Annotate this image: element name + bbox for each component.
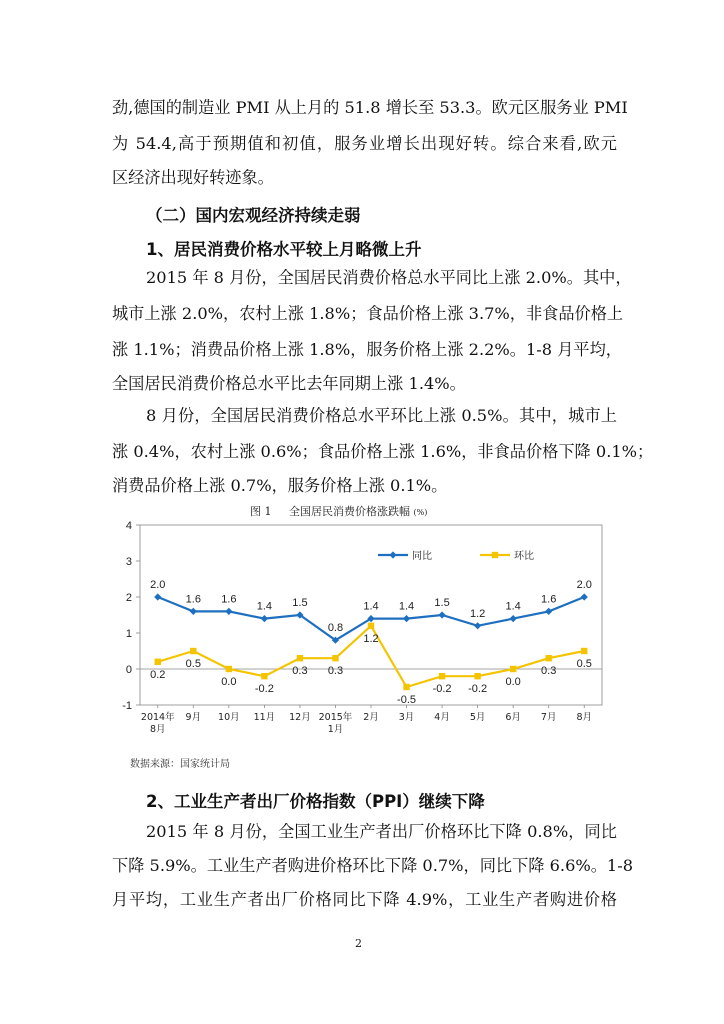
data-point-yoy [510,615,517,622]
y-tick-label: 1 [125,628,132,640]
text-line: 8 月份，全国居民消费价格总水平环比上涨 0.5%。其中，城市上 [146,406,617,425]
data-label: 1.4 [398,600,415,613]
data-label: 2.0 [576,579,592,591]
x-tick-label: 2月 [363,712,379,723]
data-label: 1.5 [434,597,450,609]
x-tick-label: 12月 [289,712,311,723]
data-point-mom [545,655,551,661]
data-point-mom [439,673,445,679]
data-point-yoy [154,593,161,600]
data-point-yoy [225,608,232,615]
x-tick-label: 1月 [327,724,344,735]
data-point-yoy [545,608,552,615]
data-label: -0.5 [397,694,417,706]
data-label: -0.2 [468,683,488,696]
data-point-yoy [438,611,445,618]
data-label: -0.2 [254,683,274,696]
figure-label: 图 1 [250,505,272,518]
y-tick-label: 0 [125,664,132,676]
legend-label: 环比 [514,551,534,562]
data-label: 1.6 [221,593,237,606]
page-number: 2 [355,937,362,950]
text-line: 为 54.4,高于预期值和初值，服务业增长出现好转。综合来看,欧元 [112,134,617,153]
data-label: 0.8 [327,622,344,635]
text-line: 下降 5.9%。工业生产者购进价格环比下降 0.7%，同比下降 6.6%。1-8 [112,856,634,875]
data-point-yoy [403,615,410,622]
text-line: 劲,德国的制造业 PMI 从上月的 51.8 增长至 53.3。欧元区服务业 PMI [112,98,628,117]
data-label: 0.2 [150,668,166,681]
data-point-yoy [581,593,588,600]
chart-source-note: 数据来源：国家统计局 [130,759,230,770]
legend-label: 同比 [412,551,432,562]
data-point-mom [190,648,196,654]
x-tick-label: 10月 [218,712,240,723]
data-label: 0.0 [505,676,521,688]
section-heading: （二）国内宏观经济持续走弱 [146,206,361,225]
data-point-mom [297,655,303,661]
text-line: 消费品价格上涨 0.7%，服务价格上涨 0.1%。 [112,476,448,495]
data-label: 2.0 [150,579,166,591]
x-tick-label: 6月 [505,712,521,723]
x-tick-label: 3月 [398,712,415,723]
data-label: 0.3 [327,665,344,678]
data-point-mom [261,673,267,679]
y-tick-label: 4 [125,520,132,532]
x-tick-label: 4月 [434,712,450,723]
data-point-yoy [190,608,197,615]
data-label: 1.4 [363,600,379,613]
data-point-mom [155,659,161,665]
x-tick-label: 5月 [469,712,486,723]
text-line: 月平均，工业生产者出厂价格同比下降 4.9%，工业生产者购进价格 [112,890,617,909]
y-tick-label: 2 [125,592,132,604]
x-tick-label: 8月 [149,724,166,735]
data-label: 0.3 [292,665,308,678]
data-label: 1.5 [292,597,308,609]
text-line: 城市上涨 2.0%，农村上涨 1.8%；食品价格上涨 3.7%，非食品价格上 [112,304,624,323]
x-tick-label: 9月 [185,712,202,723]
data-label: 1.2 [469,607,486,620]
cpi-line-chart [110,515,610,753]
data-label: 1.6 [541,593,557,606]
data-point-mom [226,666,232,672]
data-point-mom [368,623,374,629]
data-label: 1.4 [256,600,273,613]
data-label: 0.0 [221,676,237,688]
figure-title-text: 全国居民消费价格涨跌幅 [288,505,410,518]
data-point-mom [332,655,338,661]
subsection-heading-ppi: 2、工业生产者出厂价格指数（PPI）继续下降 [146,792,485,811]
text-line: 2015 年 8 月份，全国工业生产者出厂价格环比下降 0.8%，同比 [146,822,617,841]
data-point-mom [474,673,480,679]
data-label: 0.5 [185,658,201,670]
data-point-mom [510,666,516,672]
text-line: 涨 1.1%；消费品价格上涨 1.8%，服务价格上涨 2.2%。1-8 月平均， [112,340,622,359]
text-line: 涨 0.4%，农村上涨 0.6%；食品价格上涨 1.6%，非食品价格下降 0.1%； [112,442,654,461]
data-label: 1.2 [363,632,379,645]
y-tick-label: -1 [122,700,132,712]
subsection-heading-cpi: 1、居民消费价格水平较上月略微上升 [146,240,422,259]
data-point-yoy [261,615,268,622]
data-label: 1.6 [185,593,201,606]
legend-marker [389,551,396,558]
data-point-mom [403,684,409,690]
figure-unit: (%) [413,508,428,517]
x-tick-label: 2014年 [140,712,175,723]
x-tick-label: 2015年 [318,712,353,723]
text-line: 2015 年 8 月份，全国居民消费价格总水平同比上涨 2.0%。其中， [146,268,632,287]
data-label: -0.2 [432,683,452,696]
x-tick-label: 8月 [576,712,593,723]
x-tick-label: 11月 [253,712,276,723]
data-label: 0.5 [576,658,592,670]
text-line: 全国居民消费价格总水平比去年同期上涨 1.4%。 [112,374,466,393]
x-tick-label: 7月 [540,712,557,723]
text-line: 区经济出现好转迹象。 [112,168,274,187]
data-label: 1.4 [505,600,521,613]
data-label: 0.3 [541,665,557,678]
data-point-mom [581,648,587,654]
data-point-yoy [474,622,481,629]
y-tick-label: 3 [125,556,132,568]
legend-marker [492,552,498,558]
